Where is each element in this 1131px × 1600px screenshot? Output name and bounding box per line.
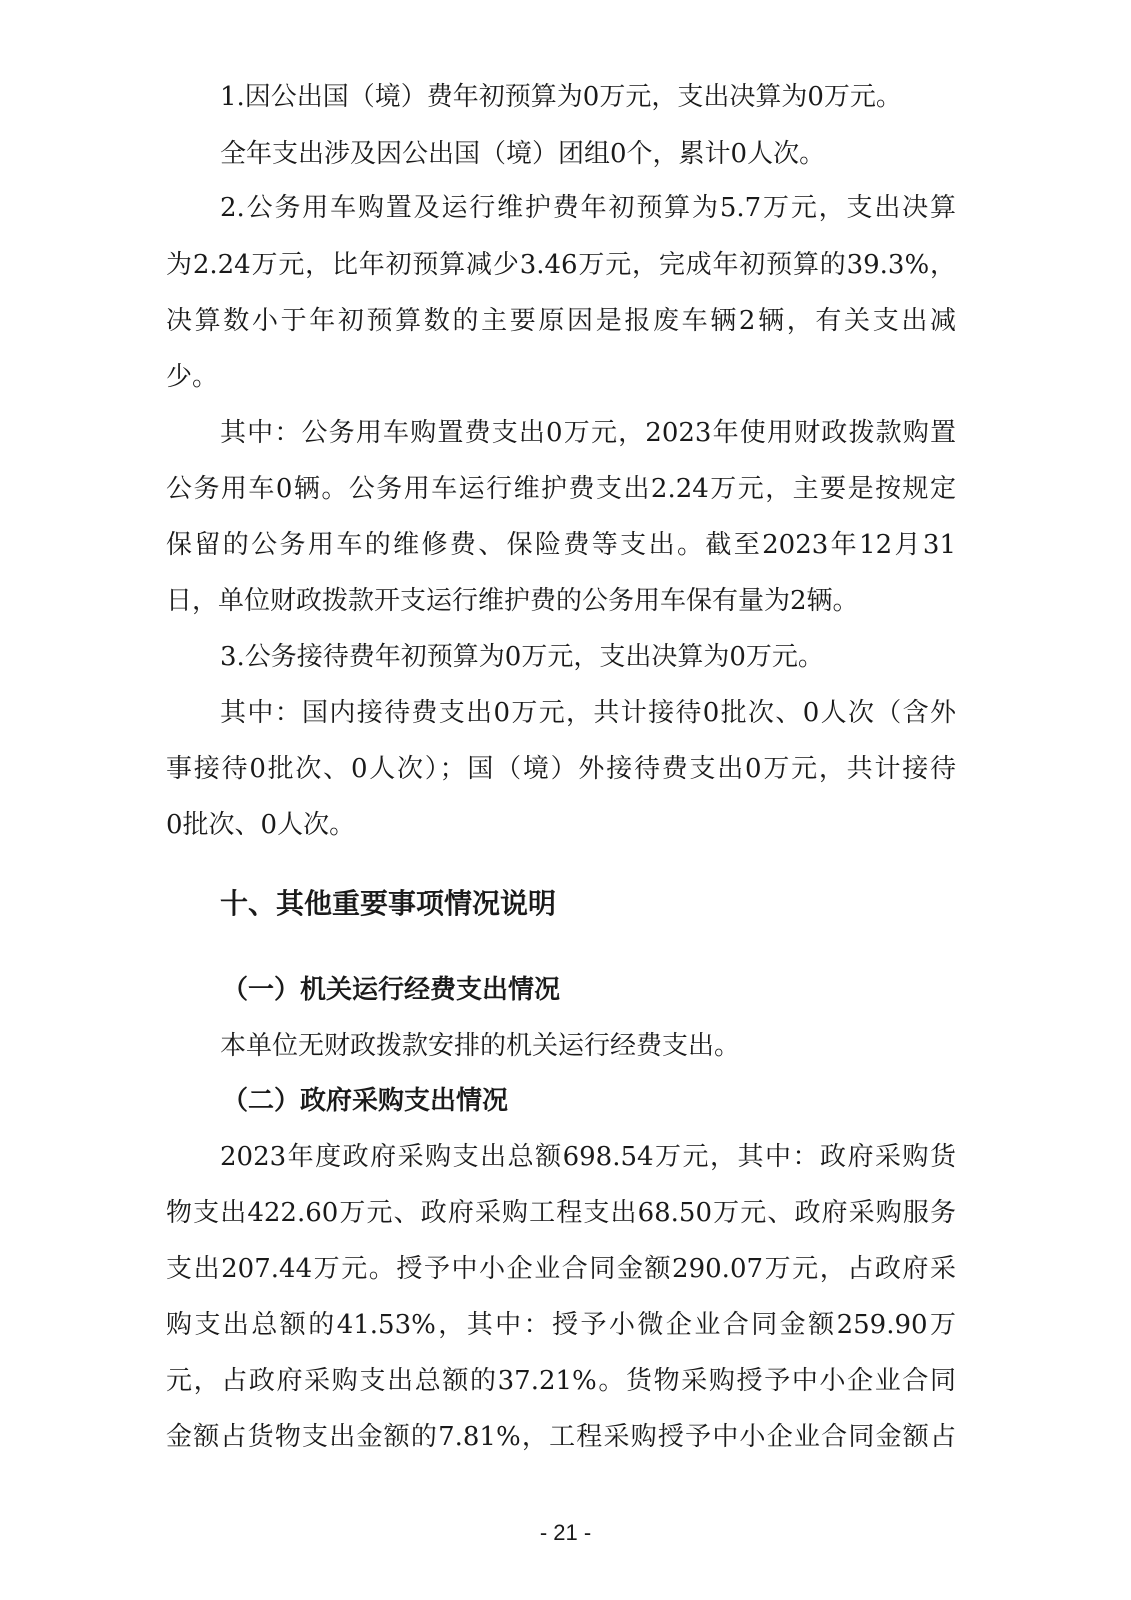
paragraph-line: 为2.24万元，比年初预算减少3.46万元，完成年初预算的39.3%， xyxy=(166,250,956,280)
paragraph-line: 3.公务接待费年初预算为0万元，支出决算为0万元。 xyxy=(220,642,824,672)
paragraph-line: 其中：国内接待费支出0万元，共计接待0批次、0人次（含外 xyxy=(220,698,956,728)
paragraph-line: 保留的公务用车的维修费、保险费等支出。截至2023年12月31 xyxy=(166,530,956,560)
paragraph-line: 决算数小于年初预算数的主要原因是报废车辆2辆，有关支出减 xyxy=(166,306,956,336)
subsection-heading-2: （二）政府采购支出情况 xyxy=(222,1086,509,1116)
paragraph-line: 事接待0批次、0人次）；国（境）外接待费支出0万元，共计接待 xyxy=(166,754,956,784)
paragraph-line: 公务用车0辆。公务用车运行维护费支出2.24万元，主要是按规定 xyxy=(166,474,956,504)
paragraph-line: 1.因公出国（境）费年初预算为0万元，支出决算为0万元。 xyxy=(220,82,902,112)
paragraph-line: 金额占货物支出金额的7.81%，工程采购授予中小企业合同金额占 xyxy=(166,1422,956,1452)
paragraph-line: 支出207.44万元。授予中小企业合同金额290.07万元，占政府采 xyxy=(166,1254,956,1284)
paragraph-line: 元，占政府采购支出总额的37.21%。货物采购授予中小企业合同 xyxy=(166,1366,956,1396)
page-number: - 21 - xyxy=(539,1520,592,1545)
paragraph-line: 2.公务用车购置及运行维护费年初预算为5.7万元，支出决算 xyxy=(220,193,956,223)
paragraph-line: 购支出总额的41.53%，其中：授予小微企业合同金额259.90万 xyxy=(166,1310,956,1340)
paragraph-line: 0批次、0人次。 xyxy=(166,810,356,840)
paragraph-line: 物支出422.60万元、政府采购工程支出68.50万元、政府采购服务 xyxy=(166,1198,956,1228)
section-heading: 十、其他重要事项情况说明 xyxy=(220,887,557,920)
subsection-heading-1: （一）机关运行经费支出情况 xyxy=(222,975,561,1005)
paragraph-line: 本单位无财政拨款安排的机关运行经费支出。 xyxy=(220,1031,741,1061)
paragraph-line: 全年支出涉及因公出国（境）团组0个，累计0人次。 xyxy=(220,139,826,169)
paragraph-line: 日，单位财政拨款开支运行维护费的公务用车保有量为2辆。 xyxy=(166,586,859,616)
paragraph-line: 其中：公务用车购置费支出0万元，2023年使用财政拨款购置 xyxy=(220,418,956,448)
paragraph-line: 少。 xyxy=(166,362,219,392)
paragraph-line: 2023年度政府采购支出总额698.54万元，其中：政府采购货 xyxy=(220,1142,956,1172)
